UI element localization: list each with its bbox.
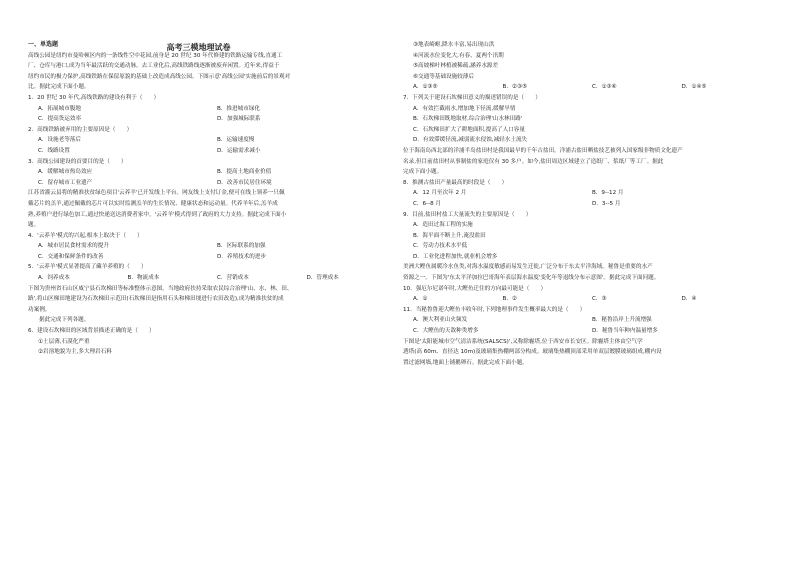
question-7-options bbox=[403, 104, 771, 146]
passage-3 bbox=[28, 284, 396, 326]
option[interactable]: C．大鲣鱼的天敌种类增多 bbox=[413, 328, 479, 335]
passage-5 bbox=[403, 262, 771, 283]
option[interactable]: A．饲养成本 bbox=[38, 275, 70, 282]
statement-item: ②岩溶地貌为主,多大理岩石料 bbox=[38, 349, 112, 356]
section-heading: 一、单选题 bbox=[28, 41, 59, 48]
passage-1 bbox=[28, 51, 396, 93]
passage-line: 据此完成下列各题。 bbox=[39, 317, 90, 324]
question-5-options bbox=[28, 273, 396, 284]
option[interactable]: B．海平面不断上升,淹没盐田 bbox=[413, 232, 486, 239]
question-7: 7．下列关于建设石坎梯田意义的描述错误的是（ ） bbox=[403, 94, 541, 101]
passage-line: 透塔(高 60m、直径达 10m)及玻璃集热棚两部分构成。玻璃集热棚顶部采用单双层镀膜玻璃组成,棚内设 bbox=[403, 349, 662, 356]
question-6-items bbox=[28, 337, 396, 358]
option[interactable]: B．9--12 月 bbox=[592, 190, 624, 197]
option[interactable]: D．有效滞缓径流,减弱流水侵蚀,减轻水土流失 bbox=[413, 137, 528, 144]
page-title: 高考三模地理试卷 bbox=[166, 42, 231, 52]
passage-line: 美洲大鲣鱼属暖冷水鱼类,对海水温度敏感而易发生迁徙,广泛分布于东太平洋海域。秘鲁是重要的水产 bbox=[403, 264, 653, 271]
question-1: 1．20 世纪 30 年代,高线铁路的建设有利于（ ） bbox=[28, 94, 160, 101]
option[interactable]: A．① bbox=[413, 296, 428, 303]
question-10: 10．强厄尔尼诺年时,大鲣鱼迁往的方向最可能是（ ） bbox=[403, 285, 547, 292]
option[interactable]: C．交通和保鲜条件的改善 bbox=[38, 253, 104, 260]
passage-line: 置过滤网墙,地面上铺鹅卵石。据此完成下面小题。 bbox=[403, 359, 528, 366]
option[interactable]: C．6--8 月 bbox=[413, 200, 442, 207]
passage-6 bbox=[403, 337, 771, 369]
option[interactable]: C．提高货运效率 bbox=[38, 116, 82, 123]
option[interactable]: B．② bbox=[502, 296, 517, 303]
option[interactable]: D．养殖技术的进步 bbox=[217, 253, 267, 260]
passage-2 bbox=[28, 188, 396, 230]
option[interactable]: D．改善市民居住环境 bbox=[217, 179, 272, 186]
option[interactable]: A．设施老等落后 bbox=[38, 137, 81, 144]
option[interactable]: B．物流成本 bbox=[127, 275, 160, 282]
question-11: 11．当秘鲁鲁迎大鲣鱼丰收年时,下列地理事件发生概率最大的是（ ） bbox=[403, 306, 586, 313]
passage-line: 完成下面小题。 bbox=[403, 169, 443, 176]
question-8-options bbox=[403, 188, 771, 209]
option[interactable]: B．提高土地商业价值 bbox=[217, 169, 272, 176]
question-8: 8．推测古盐田产量最高的时段是（ ） bbox=[403, 179, 508, 186]
option[interactable]: B．秘鲁沿岸上升流增强 bbox=[592, 317, 652, 324]
option[interactable]: D．加强城际联系 bbox=[217, 116, 261, 123]
passage-line: 路',将山区梯田地建设为石坎梯田示范田(石坎梯田是指用石头和梯田埂进行农田改造),成为精准扶贫的成 bbox=[28, 296, 284, 303]
option[interactable]: A．澳大利亚山火频发 bbox=[413, 317, 468, 324]
option[interactable]: C．留存城市工业遗产 bbox=[38, 179, 93, 186]
option[interactable]: A．造田过海工程的实施 bbox=[413, 222, 473, 229]
option[interactable]: D．①④⑤ bbox=[681, 84, 707, 91]
passage-4 bbox=[403, 146, 771, 178]
option[interactable]: B．运输速度慢 bbox=[217, 137, 255, 144]
option[interactable]: D．运输需求减小 bbox=[217, 147, 261, 154]
option[interactable]: A．12 月至次年 2 月 bbox=[413, 190, 467, 197]
option[interactable]: A．缓解城市热岛效应 bbox=[38, 169, 93, 176]
statement-item: ③地表崎岖,降水丰富,易出现山洪 bbox=[413, 42, 495, 48]
question-1-options bbox=[28, 104, 396, 125]
option[interactable]: A．①③⑤ bbox=[413, 84, 438, 91]
option[interactable]: A．有效拦截雨水,增加地下径流,缓解旱情 bbox=[413, 105, 516, 112]
statement-item: ⑤高坡梯叶林植被稀疏,涵养水源差 bbox=[413, 63, 499, 70]
question-3: 3．高线公园建设的首要目的是（ ） bbox=[28, 158, 127, 165]
question-10-options bbox=[403, 294, 771, 305]
passage-line: 题。 bbox=[28, 222, 40, 229]
option[interactable]: C．石坎梯田扩大了耕地面积,提高了人口容量 bbox=[413, 126, 525, 133]
option[interactable]: B．石坎梯田既地取材,综合治理'山水林田路' bbox=[413, 116, 523, 123]
option[interactable]: D．④ bbox=[681, 296, 697, 303]
option[interactable]: C．③ bbox=[592, 296, 607, 303]
option[interactable]: C．①③⑥ bbox=[592, 84, 617, 91]
left-column bbox=[28, 40, 396, 358]
passage-line: 下图是'太阳能城市空气清洁系统(SALSCS)',又称除霾塔,位于西安市长安区。除霾塔主体由空气学 bbox=[403, 338, 643, 345]
question-6-items-cont bbox=[403, 40, 771, 82]
question-9: 9．目前,盐田村盐工大量流失的主要原因是（ ） bbox=[403, 211, 532, 218]
option[interactable]: B．推进城市绿化 bbox=[217, 105, 260, 112]
option[interactable]: D．管理成本 bbox=[306, 275, 339, 282]
question-4-options bbox=[28, 241, 396, 262]
statement-item: ①土层薄,石漠化严重 bbox=[38, 338, 90, 345]
passage-line: 戴芯片的羔羊,通过佩戴的芯片可以实时监测羔羊的生长情况、健康状态和运动量。代养羊年后,羔羊成 bbox=[28, 200, 278, 207]
question-6-options bbox=[403, 82, 771, 93]
passage-line: 纽约市民的极力保护,高线铁路在保留原貌的基础上改造成高线公园。下图示意'高线公园'实施前后的景观对 bbox=[28, 73, 291, 80]
option[interactable]: A．城市居民食材需求的提升 bbox=[38, 243, 109, 250]
option[interactable]: C．劳动力技术水平低 bbox=[413, 243, 468, 250]
passage-line: 比。据此完成下面小题。 bbox=[28, 84, 90, 91]
question-5: 5．'云养羊'模式显著提高了藏羊养殖的（ ） bbox=[28, 264, 147, 271]
question-6: 6．建设石坎梯田的区域背景描述正确的是（ ） bbox=[28, 328, 155, 335]
question-11-options bbox=[403, 315, 771, 336]
question-2-options bbox=[28, 135, 396, 156]
passage-line: 熟,养殖户进行绿色加工,通过快递送达消费者家中。'云养羊'模式得到了政府的大力支持。据此完成下面小 bbox=[28, 211, 287, 218]
option[interactable]: A．拓展城市腹地 bbox=[38, 105, 81, 112]
passage-line: 功案例。 bbox=[28, 306, 51, 313]
option[interactable]: B．区际联系的加强 bbox=[217, 243, 266, 250]
option[interactable]: D．秘鲁当年种内温量增多 bbox=[592, 328, 658, 335]
passage-line: 位于海南岛西北部的洋浦半岛盐田村是我国最早的千年古盐田。洋浦古盐田晒盐技艺被列入国家级非物质文化遗产 bbox=[403, 147, 683, 154]
passage-line: 厂、仓库与港口,成为当年最活跃的交通动脉。去工业化后,高线铁路线逐渐被废弃闲置。近年来,得益于 bbox=[28, 63, 280, 70]
right-column bbox=[403, 40, 771, 368]
passage-line: 资源之一。下图为'东太平洋加拉巴哥海年表层海水温度'变化年等退线分布示意图'。据此完成下面问题。 bbox=[403, 275, 660, 282]
statement-item: ④河流水位变化大,有春、夏两个汛期 bbox=[413, 52, 504, 59]
option[interactable]: C．营销成本 bbox=[217, 275, 249, 282]
passage-line: 下图为贵州省石山区威宁县石坎梯田等标准整体示意图。当地政府扶持采取农民综合治理'山、水、林、田、 bbox=[28, 285, 293, 292]
passage-line: 江苏省灌云县将的精准扶贫绿色项目'云养羊'已开发线上平台。网友线上支付订金,便可在线上领养一只佩 bbox=[28, 190, 285, 197]
option[interactable]: B．②③⑤ bbox=[502, 84, 527, 91]
question-9-options bbox=[403, 220, 771, 262]
passage-line: 名录,但目前盐田村从事制盐的家庭仅有 30 多户。如今,盐田周边区域建立了造纸厂、浆纸厂等工厂。据此 bbox=[403, 158, 664, 165]
option[interactable]: D．3--5 月 bbox=[592, 200, 621, 207]
question-2: 2．高线铁路被弃用的主要原因是（ ） bbox=[28, 126, 133, 133]
option[interactable]: D．工业化进程加快,就业机会增多 bbox=[413, 253, 498, 260]
question-4: 4．'云养羊'模式的兴起,根本上取决于（ ） bbox=[28, 232, 143, 239]
question-3-options bbox=[28, 167, 396, 188]
statement-item: ⑥交通等基础设施较薄后 bbox=[413, 73, 474, 80]
option[interactable]: C．线路设置 bbox=[38, 147, 70, 154]
passage-line: 高线公园是纽约市曼哈顿区内的一条线性空中花园,前身是 20 世纪 30 年代修建的铁路运输专线,直通工 bbox=[28, 52, 283, 59]
